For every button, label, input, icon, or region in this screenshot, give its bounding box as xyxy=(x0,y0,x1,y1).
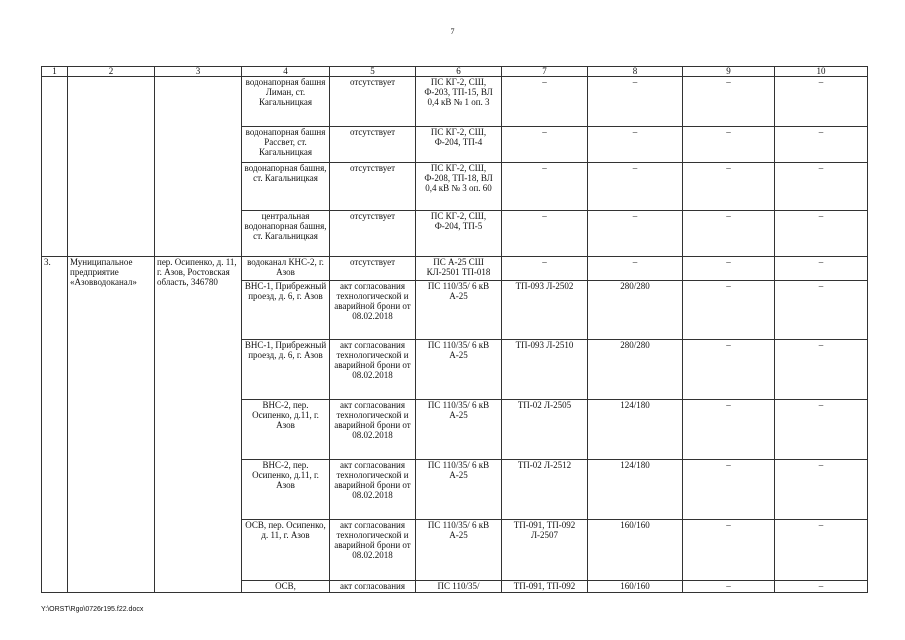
header-cell: 8 xyxy=(588,67,683,77)
header-cell: 3 xyxy=(155,67,242,77)
power-cell: 280/280 xyxy=(588,340,683,400)
header-cell: 9 xyxy=(683,67,775,77)
organization-cell: Муниципальное предприятие «Азовводоканал» xyxy=(68,257,155,593)
substation-cell: ПС КГ-2, СШ, Ф-204, ТП-5 xyxy=(416,211,502,257)
tp-line-cell: – xyxy=(502,257,588,281)
col9-cell: – xyxy=(683,460,775,520)
col10-cell: – xyxy=(775,281,868,340)
power-cell: 280/280 xyxy=(588,281,683,340)
tp-line-cell: ТП-02 Л-2512 xyxy=(502,460,588,520)
object-cell: ВНС-2, пер. Осипенко, д.11, г. Азов xyxy=(242,400,330,460)
row-number-cell xyxy=(42,77,68,257)
col9-cell: – xyxy=(683,400,775,460)
table-row xyxy=(42,257,868,281)
header-cell: 6 xyxy=(416,67,502,77)
col10-cell: – xyxy=(775,520,868,581)
substation-cell: ПС 110/35/ xyxy=(416,581,502,593)
tp-line-cell: ТП-091, ТП-092 xyxy=(502,581,588,593)
object-cell: ВНС-1, Прибрежный проезд, д. 6, г. Азов xyxy=(242,340,330,400)
header-cell: 4 xyxy=(242,67,330,77)
col9-cell: – xyxy=(683,520,775,581)
power-cell: 160/160 xyxy=(588,581,683,593)
power-cell: 124/180 xyxy=(588,400,683,460)
object-cell: ВНС-1, Прибрежный проезд, д. 6, г. Азов xyxy=(242,281,330,340)
substation-cell: ПС А-25 СШ КЛ-2501 ТП-018 xyxy=(416,257,502,281)
document-cell: отсутствует xyxy=(330,257,416,281)
col9-cell: – xyxy=(683,281,775,340)
document-cell: акт согласования xyxy=(330,581,416,593)
col9-cell: – xyxy=(683,163,775,211)
header-cell: 10 xyxy=(775,67,868,77)
object-cell: ОСВ, пер. Осипенко, д. 11, г. Азов xyxy=(242,520,330,581)
substation-cell: ПС 110/35/ 6 кВ А-25 xyxy=(416,460,502,520)
file-path-footer: Y:\ORST\Rgo\0726r195.f22.docx xyxy=(41,606,144,613)
data-table xyxy=(41,66,868,593)
address-cell xyxy=(155,77,242,257)
col9-cell: – xyxy=(683,127,775,163)
col10-cell: – xyxy=(775,211,868,257)
tp-line-cell: – xyxy=(502,163,588,211)
tp-line-cell: ТП-02 Л-2505 xyxy=(502,400,588,460)
table-row xyxy=(42,77,868,127)
col10-cell: – xyxy=(775,400,868,460)
object-cell: водонапорная башня Рассвет, ст. Кагальницкая xyxy=(242,127,330,163)
document-cell: отсутствует xyxy=(330,211,416,257)
substation-cell: ПС КГ-2, СШ, Ф-203, ТП-15, ВЛ 0,4 кВ № 1 оп. 3 xyxy=(416,77,502,127)
power-cell: – xyxy=(588,257,683,281)
substation-cell: ПС 110/35/ 6 кВ А-25 xyxy=(416,340,502,400)
header-cell: 1 xyxy=(42,67,68,77)
header-cell: 2 xyxy=(68,67,155,77)
row-number-cell: 3. xyxy=(42,257,68,593)
col9-cell: – xyxy=(683,77,775,127)
document-cell: акт согласования технологической и аварийной брони от 08.02.2018 xyxy=(330,340,416,400)
power-cell: – xyxy=(588,211,683,257)
col10-cell: – xyxy=(775,581,868,593)
document-cell: отсутствует xyxy=(330,163,416,211)
power-cell: – xyxy=(588,163,683,211)
col10-cell: – xyxy=(775,127,868,163)
object-cell: водонапорная башня Лиман, ст. Кагальницкая xyxy=(242,77,330,127)
tp-line-cell: ТП-093 Л-2510 xyxy=(502,340,588,400)
document-cell: акт согласования технологической и аварийной брони от 08.02.2018 xyxy=(330,520,416,581)
table-header-row xyxy=(42,67,868,77)
document-cell: акт согласования технологической и аварийной брони от 08.02.2018 xyxy=(330,400,416,460)
object-cell: водоканал КНС-2, г. Азов xyxy=(242,257,330,281)
page-number: 7 xyxy=(450,27,455,36)
tp-line-cell: ТП-091, ТП-092 Л-2507 xyxy=(502,520,588,581)
tp-line-cell: – xyxy=(502,77,588,127)
col9-cell: – xyxy=(683,340,775,400)
substation-cell: ПС КГ-2, СШ, Ф-204, ТП-4 xyxy=(416,127,502,163)
address-cell: пер. Осипенко, д. 11, г. Азов, Ростовская область, 346780 xyxy=(155,257,242,593)
substation-cell: ПС 110/35/ 6 кВ А-25 xyxy=(416,400,502,460)
document-cell: отсутствует xyxy=(330,127,416,163)
object-cell: водонапорная башня, ст. Кагальницкая xyxy=(242,163,330,211)
col9-cell: – xyxy=(683,257,775,281)
header-cell: 5 xyxy=(330,67,416,77)
organization-cell xyxy=(68,77,155,257)
document-cell: акт согласования технологической и аварийной брони от 08.02.2018 xyxy=(330,460,416,520)
col10-cell: – xyxy=(775,340,868,400)
col9-cell: – xyxy=(683,581,775,593)
col10-cell: – xyxy=(775,163,868,211)
col10-cell: – xyxy=(775,460,868,520)
tp-line-cell: – xyxy=(502,127,588,163)
power-cell: 160/160 xyxy=(588,520,683,581)
substation-cell: ПС 110/35/ 6 кВ А-25 xyxy=(416,520,502,581)
document-cell: отсутствует xyxy=(330,77,416,127)
object-cell: ОСВ, xyxy=(242,581,330,593)
tp-line-cell: ТП-093 Л-2502 xyxy=(502,281,588,340)
object-cell: ВНС-2, пер. Осипенко, д.11, г. Азов xyxy=(242,460,330,520)
object-cell: центральная водонапорная башня, ст. Кагальницкая xyxy=(242,211,330,257)
col10-cell: – xyxy=(775,257,868,281)
col10-cell: – xyxy=(775,77,868,127)
col9-cell: – xyxy=(683,211,775,257)
header-cell: 7 xyxy=(502,67,588,77)
substation-cell: ПС КГ-2, СШ, Ф-208, ТП-18, ВЛ 0,4 кВ № 3 оп. 60 xyxy=(416,163,502,211)
power-cell: – xyxy=(588,77,683,127)
power-cell: – xyxy=(588,127,683,163)
document-cell: акт согласования технологической и аварийной брони от 08.02.2018 xyxy=(330,281,416,340)
tp-line-cell: – xyxy=(502,211,588,257)
power-cell: 124/180 xyxy=(588,460,683,520)
substation-cell: ПС 110/35/ 6 кВ А-25 xyxy=(416,281,502,340)
